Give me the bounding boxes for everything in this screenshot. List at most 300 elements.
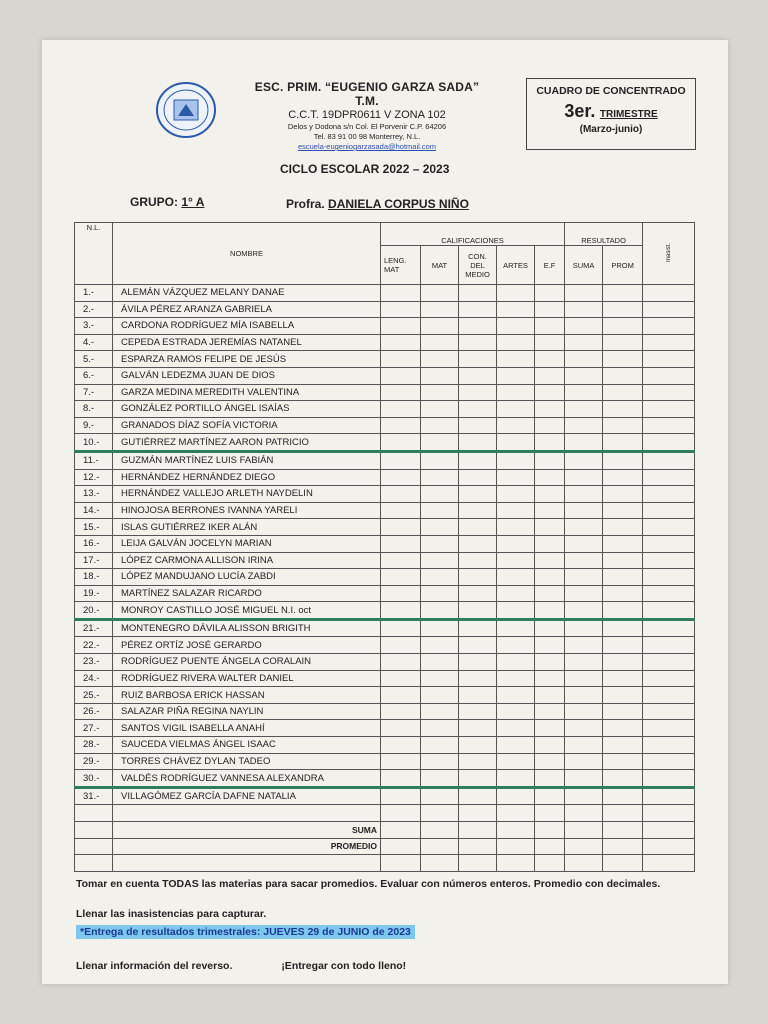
- grade-cell[interactable]: [643, 619, 695, 637]
- student-name: MONROY CASTILLO JOSÉ MIGUEL N.I. oct: [113, 602, 381, 620]
- grade-cell[interactable]: [603, 351, 643, 368]
- grade-cell[interactable]: [497, 552, 535, 569]
- grade-cell[interactable]: [459, 486, 497, 503]
- grade-cell[interactable]: [643, 805, 695, 822]
- grade-cell[interactable]: [497, 384, 535, 401]
- grade-cell[interactable]: [381, 469, 421, 486]
- grade-cell[interactable]: [565, 401, 603, 418]
- grade-cell[interactable]: [643, 367, 695, 384]
- grade-cell[interactable]: [381, 451, 421, 469]
- grade-cell[interactable]: [497, 486, 535, 503]
- grade-cell[interactable]: [565, 770, 603, 788]
- grade-cell[interactable]: [603, 703, 643, 720]
- student-number: 8.-: [75, 401, 113, 418]
- grade-cell[interactable]: [535, 351, 565, 368]
- student-row: [75, 401, 695, 418]
- grade-cell[interactable]: [535, 602, 565, 620]
- grade-cell[interactable]: [459, 334, 497, 351]
- grade-cell[interactable]: [535, 687, 565, 704]
- grade-cell[interactable]: [565, 301, 603, 318]
- grade-cell[interactable]: [643, 770, 695, 788]
- grade-cell[interactable]: [459, 535, 497, 552]
- grade-cell[interactable]: [497, 318, 535, 335]
- grade-cell[interactable]: [381, 637, 421, 654]
- grade-cell[interactable]: [565, 451, 603, 469]
- grade-cell[interactable]: [535, 285, 565, 302]
- grade-cell[interactable]: [565, 720, 603, 737]
- grade-cell[interactable]: [421, 401, 459, 418]
- grade-cell[interactable]: [603, 654, 643, 671]
- grade-cell[interactable]: [381, 502, 421, 519]
- grade-cell[interactable]: [643, 552, 695, 569]
- grade-cell[interactable]: [497, 805, 535, 822]
- grade-cell[interactable]: [535, 585, 565, 602]
- grade-cell[interactable]: [603, 770, 643, 788]
- grade-cell[interactable]: [603, 687, 643, 704]
- grade-cell[interactable]: [459, 585, 497, 602]
- grade-cell[interactable]: [643, 822, 695, 839]
- grade-cell[interactable]: [459, 602, 497, 620]
- grade-cell[interactable]: [565, 384, 603, 401]
- grade-cell[interactable]: [643, 417, 695, 434]
- grade-cell[interactable]: [565, 822, 603, 839]
- grade-cell[interactable]: [535, 535, 565, 552]
- student-name: SANTOS VIGIL ISABELLA ANAHÍ: [113, 720, 381, 737]
- group-value: 1° A: [181, 195, 205, 209]
- grade-cell[interactable]: [459, 569, 497, 586]
- grade-cell[interactable]: [381, 703, 421, 720]
- grade-cell[interactable]: [603, 637, 643, 654]
- grade-cell[interactable]: [565, 535, 603, 552]
- grade-cell[interactable]: [497, 637, 535, 654]
- grade-cell[interactable]: [603, 602, 643, 620]
- grade-cell[interactable]: [459, 720, 497, 737]
- grade-cell[interactable]: [643, 535, 695, 552]
- grade-cell[interactable]: [459, 552, 497, 569]
- grade-cell[interactable]: [421, 519, 459, 536]
- school-year: CICLO ESCOLAR 2022 – 2023: [280, 162, 450, 176]
- grade-cell[interactable]: [603, 417, 643, 434]
- grade-cell[interactable]: [421, 367, 459, 384]
- grade-cell[interactable]: [565, 805, 603, 822]
- grade-cell[interactable]: [381, 805, 421, 822]
- grade-cell[interactable]: [565, 787, 603, 805]
- grade-cell[interactable]: [381, 334, 421, 351]
- grade-cell[interactable]: [535, 720, 565, 737]
- grade-cell[interactable]: [565, 519, 603, 536]
- school-name: ESC. PRIM. “EUGENIO GARZA SADA” T.M.: [254, 80, 480, 108]
- grade-cell[interactable]: [603, 585, 643, 602]
- grade-cell[interactable]: [459, 838, 497, 855]
- grade-cell[interactable]: [459, 822, 497, 839]
- grade-cell[interactable]: [381, 670, 421, 687]
- grade-cell[interactable]: [535, 367, 565, 384]
- grade-cell[interactable]: [381, 585, 421, 602]
- grade-cell[interactable]: [381, 301, 421, 318]
- grade-cell[interactable]: [535, 619, 565, 637]
- grade-cell[interactable]: [643, 434, 695, 452]
- grade-cell[interactable]: [421, 602, 459, 620]
- grade-cell[interactable]: [535, 838, 565, 855]
- grade-cell[interactable]: [421, 469, 459, 486]
- grade-cell[interactable]: [421, 805, 459, 822]
- grade-cell[interactable]: [459, 451, 497, 469]
- grade-cell[interactable]: [603, 805, 643, 822]
- grade-cell[interactable]: [381, 318, 421, 335]
- student-number: 15.-: [75, 519, 113, 536]
- grade-cell[interactable]: [643, 285, 695, 302]
- grade-cell[interactable]: [421, 637, 459, 654]
- grade-cell[interactable]: [421, 822, 459, 839]
- grade-cell[interactable]: [421, 417, 459, 434]
- grade-cell[interactable]: [421, 434, 459, 452]
- note-deadline: [76, 926, 415, 938]
- grade-cell[interactable]: [603, 502, 643, 519]
- grade-cell[interactable]: [381, 569, 421, 586]
- grade-cell[interactable]: [421, 451, 459, 469]
- grade-cell[interactable]: [421, 737, 459, 754]
- grade-cell[interactable]: [497, 703, 535, 720]
- grade-cell[interactable]: [535, 502, 565, 519]
- note-reverse: [76, 960, 406, 972]
- grade-cell[interactable]: [535, 552, 565, 569]
- grade-cell[interactable]: [381, 838, 421, 855]
- grade-cell[interactable]: [421, 720, 459, 737]
- grade-cell[interactable]: [565, 285, 603, 302]
- grade-cell[interactable]: [497, 451, 535, 469]
- grade-cell[interactable]: [459, 434, 497, 452]
- grade-cell[interactable]: [459, 351, 497, 368]
- grade-cell[interactable]: [643, 334, 695, 351]
- grade-cell[interactable]: [565, 417, 603, 434]
- grade-cell[interactable]: [381, 737, 421, 754]
- grade-cell[interactable]: [565, 334, 603, 351]
- grade-cell[interactable]: [535, 519, 565, 536]
- grade-cell[interactable]: [421, 301, 459, 318]
- grade-cell[interactable]: [421, 787, 459, 805]
- grade-cell[interactable]: [565, 318, 603, 335]
- grade-cell[interactable]: [565, 469, 603, 486]
- grade-cell[interactable]: [459, 737, 497, 754]
- grade-cell[interactable]: [643, 687, 695, 704]
- grade-cell[interactable]: [459, 619, 497, 637]
- grade-cell[interactable]: [421, 334, 459, 351]
- student-row: [75, 285, 695, 302]
- grade-cell[interactable]: [643, 318, 695, 335]
- grade-cell[interactable]: [381, 285, 421, 302]
- grade-cell[interactable]: [497, 838, 535, 855]
- grade-cell[interactable]: [535, 805, 565, 822]
- grade-cell[interactable]: [497, 469, 535, 486]
- grade-cell[interactable]: [535, 770, 565, 788]
- grade-cell[interactable]: [421, 351, 459, 368]
- grade-cell[interactable]: [565, 637, 603, 654]
- grade-cell[interactable]: [643, 569, 695, 586]
- grade-cell[interactable]: [643, 602, 695, 620]
- grade-cell[interactable]: [421, 654, 459, 671]
- grade-cell[interactable]: [603, 301, 643, 318]
- grade-cell[interactable]: [459, 285, 497, 302]
- grade-cell[interactable]: [421, 753, 459, 770]
- student-name: RODRÍGUEZ RIVERA WALTER DANIEL: [113, 670, 381, 687]
- grade-cell[interactable]: [535, 401, 565, 418]
- grade-cell[interactable]: [497, 787, 535, 805]
- grade-cell[interactable]: [459, 787, 497, 805]
- grade-cell[interactable]: [421, 384, 459, 401]
- grade-cell[interactable]: [603, 787, 643, 805]
- grade-cell[interactable]: [381, 552, 421, 569]
- grade-cell[interactable]: [381, 753, 421, 770]
- grade-cell[interactable]: [497, 770, 535, 788]
- grade-cell[interactable]: [565, 351, 603, 368]
- grade-cell[interactable]: [565, 602, 603, 620]
- grade-cell[interactable]: [497, 737, 535, 754]
- grade-cell[interactable]: [459, 502, 497, 519]
- grade-cell[interactable]: [497, 855, 535, 872]
- grade-cell[interactable]: [459, 687, 497, 704]
- grade-cell[interactable]: [421, 619, 459, 637]
- student-row: [75, 654, 695, 671]
- grade-cell[interactable]: [535, 569, 565, 586]
- grade-cell[interactable]: [565, 486, 603, 503]
- grade-cell[interactable]: [565, 552, 603, 569]
- grade-cell[interactable]: [643, 654, 695, 671]
- grade-cell[interactable]: [535, 855, 565, 872]
- grade-cell[interactable]: [643, 720, 695, 737]
- grade-cell[interactable]: [497, 535, 535, 552]
- grade-cell[interactable]: [459, 519, 497, 536]
- grade-cell[interactable]: [603, 838, 643, 855]
- grade-cell[interactable]: [421, 670, 459, 687]
- grade-cell[interactable]: [421, 502, 459, 519]
- grade-cell[interactable]: [497, 351, 535, 368]
- grade-cell[interactable]: [643, 753, 695, 770]
- grade-cell[interactable]: [565, 585, 603, 602]
- grade-cell[interactable]: [535, 434, 565, 452]
- grade-cell[interactable]: [497, 822, 535, 839]
- grade-cell[interactable]: [643, 838, 695, 855]
- grade-cell[interactable]: [421, 703, 459, 720]
- grade-cell[interactable]: [421, 585, 459, 602]
- grade-cell[interactable]: [459, 670, 497, 687]
- grade-cell[interactable]: [643, 451, 695, 469]
- grade-cell[interactable]: [565, 569, 603, 586]
- student-row: [75, 585, 695, 602]
- grade-cell[interactable]: [459, 384, 497, 401]
- grade-cell[interactable]: [603, 334, 643, 351]
- grade-cell[interactable]: [565, 670, 603, 687]
- grade-cell[interactable]: [381, 602, 421, 620]
- grade-cell[interactable]: [497, 720, 535, 737]
- grade-cell[interactable]: [459, 703, 497, 720]
- grade-cell[interactable]: [643, 301, 695, 318]
- grade-cell[interactable]: [565, 434, 603, 452]
- grade-cell[interactable]: [643, 502, 695, 519]
- grade-cell[interactable]: [381, 619, 421, 637]
- grade-cell[interactable]: [565, 838, 603, 855]
- grade-cell[interactable]: [421, 838, 459, 855]
- grade-cell[interactable]: [535, 654, 565, 671]
- grade-cell[interactable]: [643, 670, 695, 687]
- grade-cell[interactable]: [421, 770, 459, 788]
- grade-cell[interactable]: [603, 384, 643, 401]
- col-nombre: NOMBRE: [113, 223, 381, 285]
- grade-cell[interactable]: [643, 787, 695, 805]
- grade-cell[interactable]: [381, 434, 421, 452]
- grade-cell[interactable]: [459, 770, 497, 788]
- grade-cell[interactable]: [497, 519, 535, 536]
- grade-cell[interactable]: [459, 805, 497, 822]
- grade-cell[interactable]: [381, 855, 421, 872]
- grade-cell[interactable]: [497, 301, 535, 318]
- grade-cell[interactable]: [603, 535, 643, 552]
- grade-cell[interactable]: [603, 822, 643, 839]
- grade-cell[interactable]: [535, 451, 565, 469]
- grade-cell[interactable]: [603, 670, 643, 687]
- grade-cell[interactable]: [565, 367, 603, 384]
- grade-cell[interactable]: [421, 318, 459, 335]
- grade-cell[interactable]: [459, 855, 497, 872]
- grade-cell[interactable]: [459, 367, 497, 384]
- grade-cell[interactable]: [535, 670, 565, 687]
- grade-cell[interactable]: [603, 720, 643, 737]
- grade-cell[interactable]: [459, 637, 497, 654]
- grade-cell[interactable]: [497, 334, 535, 351]
- grade-cell[interactable]: [497, 753, 535, 770]
- grade-cell[interactable]: [603, 367, 643, 384]
- grade-cell[interactable]: [381, 351, 421, 368]
- grade-cell[interactable]: [421, 285, 459, 302]
- grade-cell[interactable]: [381, 787, 421, 805]
- grade-cell[interactable]: [381, 417, 421, 434]
- grade-cell[interactable]: [497, 367, 535, 384]
- grade-cell[interactable]: [603, 552, 643, 569]
- grade-cell[interactable]: [535, 486, 565, 503]
- grade-cell[interactable]: [497, 687, 535, 704]
- grade-cell[interactable]: [421, 535, 459, 552]
- grade-cell[interactable]: [497, 569, 535, 586]
- grade-cell[interactable]: [459, 401, 497, 418]
- grade-cell[interactable]: [421, 569, 459, 586]
- grade-cell[interactable]: [381, 486, 421, 503]
- grade-cell[interactable]: [535, 334, 565, 351]
- grade-cell[interactable]: [603, 285, 643, 302]
- grade-cell[interactable]: [381, 535, 421, 552]
- grade-cell[interactable]: [421, 552, 459, 569]
- grade-cell[interactable]: [643, 486, 695, 503]
- student-name: PÉREZ ORTÍZ JOSÉ GERARDO: [113, 637, 381, 654]
- grade-cell[interactable]: [535, 417, 565, 434]
- grade-cell[interactable]: [421, 855, 459, 872]
- grade-cell[interactable]: [603, 855, 643, 872]
- grade-cell[interactable]: [497, 434, 535, 452]
- col-subject: ARTES: [497, 246, 535, 285]
- grade-cell[interactable]: [535, 384, 565, 401]
- grade-cell[interactable]: [497, 285, 535, 302]
- header-row-1: [75, 223, 695, 246]
- grade-cell[interactable]: [603, 434, 643, 452]
- grade-cell[interactable]: [603, 619, 643, 637]
- grade-cell[interactable]: [643, 519, 695, 536]
- student-number: 31.-: [75, 787, 113, 805]
- grade-cell[interactable]: [381, 654, 421, 671]
- grade-cell[interactable]: [603, 569, 643, 586]
- grade-cell[interactable]: [643, 737, 695, 754]
- grade-cell[interactable]: [421, 687, 459, 704]
- grade-cell[interactable]: [421, 486, 459, 503]
- grade-cell[interactable]: [603, 401, 643, 418]
- grade-cell[interactable]: [565, 753, 603, 770]
- grade-cell[interactable]: [459, 753, 497, 770]
- grade-cell[interactable]: [603, 469, 643, 486]
- grade-cell[interactable]: [643, 384, 695, 401]
- grade-cell[interactable]: [497, 654, 535, 671]
- grade-cell[interactable]: [535, 822, 565, 839]
- grade-cell[interactable]: [381, 822, 421, 839]
- grade-cell[interactable]: [603, 737, 643, 754]
- grade-cell[interactable]: [497, 585, 535, 602]
- grade-cell[interactable]: [643, 585, 695, 602]
- grade-cell[interactable]: [459, 417, 497, 434]
- grade-cell[interactable]: [643, 703, 695, 720]
- grade-cell[interactable]: [497, 670, 535, 687]
- grade-cell[interactable]: [497, 602, 535, 620]
- grade-cell[interactable]: [603, 486, 643, 503]
- grade-cell[interactable]: [535, 703, 565, 720]
- grade-cell[interactable]: [497, 502, 535, 519]
- grade-cell[interactable]: [643, 469, 695, 486]
- grade-cell[interactable]: [535, 753, 565, 770]
- grade-cell[interactable]: [497, 417, 535, 434]
- grade-cell[interactable]: [381, 519, 421, 536]
- grade-cell[interactable]: [381, 367, 421, 384]
- grade-cell[interactable]: [497, 401, 535, 418]
- grade-cell[interactable]: [535, 318, 565, 335]
- grade-cell[interactable]: [497, 619, 535, 637]
- grade-cell[interactable]: [459, 301, 497, 318]
- grade-cell[interactable]: [459, 469, 497, 486]
- grade-cell[interactable]: [643, 637, 695, 654]
- grade-cell[interactable]: [459, 318, 497, 335]
- grade-cell[interactable]: [535, 787, 565, 805]
- grade-cell[interactable]: [381, 720, 421, 737]
- grade-cell[interactable]: [381, 770, 421, 788]
- grade-cell[interactable]: [535, 469, 565, 486]
- grade-cell[interactable]: [643, 855, 695, 872]
- grade-cell[interactable]: [565, 619, 603, 637]
- grade-cell[interactable]: [381, 401, 421, 418]
- grade-cell[interactable]: [603, 451, 643, 469]
- grade-cell[interactable]: [459, 654, 497, 671]
- grade-cell[interactable]: [565, 703, 603, 720]
- grade-cell[interactable]: [565, 737, 603, 754]
- grade-cell[interactable]: [603, 318, 643, 335]
- grade-cell[interactable]: [381, 687, 421, 704]
- grade-cell[interactable]: [565, 502, 603, 519]
- grade-cell[interactable]: [565, 654, 603, 671]
- grade-cell[interactable]: [565, 855, 603, 872]
- grade-cell[interactable]: [381, 384, 421, 401]
- grade-cell[interactable]: [535, 737, 565, 754]
- grade-cell[interactable]: [565, 687, 603, 704]
- student-row: [75, 602, 695, 620]
- grade-cell[interactable]: [643, 351, 695, 368]
- grade-cell[interactable]: [643, 401, 695, 418]
- grade-cell[interactable]: [603, 519, 643, 536]
- grade-cell[interactable]: [535, 301, 565, 318]
- grade-cell[interactable]: [535, 637, 565, 654]
- grade-cell[interactable]: [603, 753, 643, 770]
